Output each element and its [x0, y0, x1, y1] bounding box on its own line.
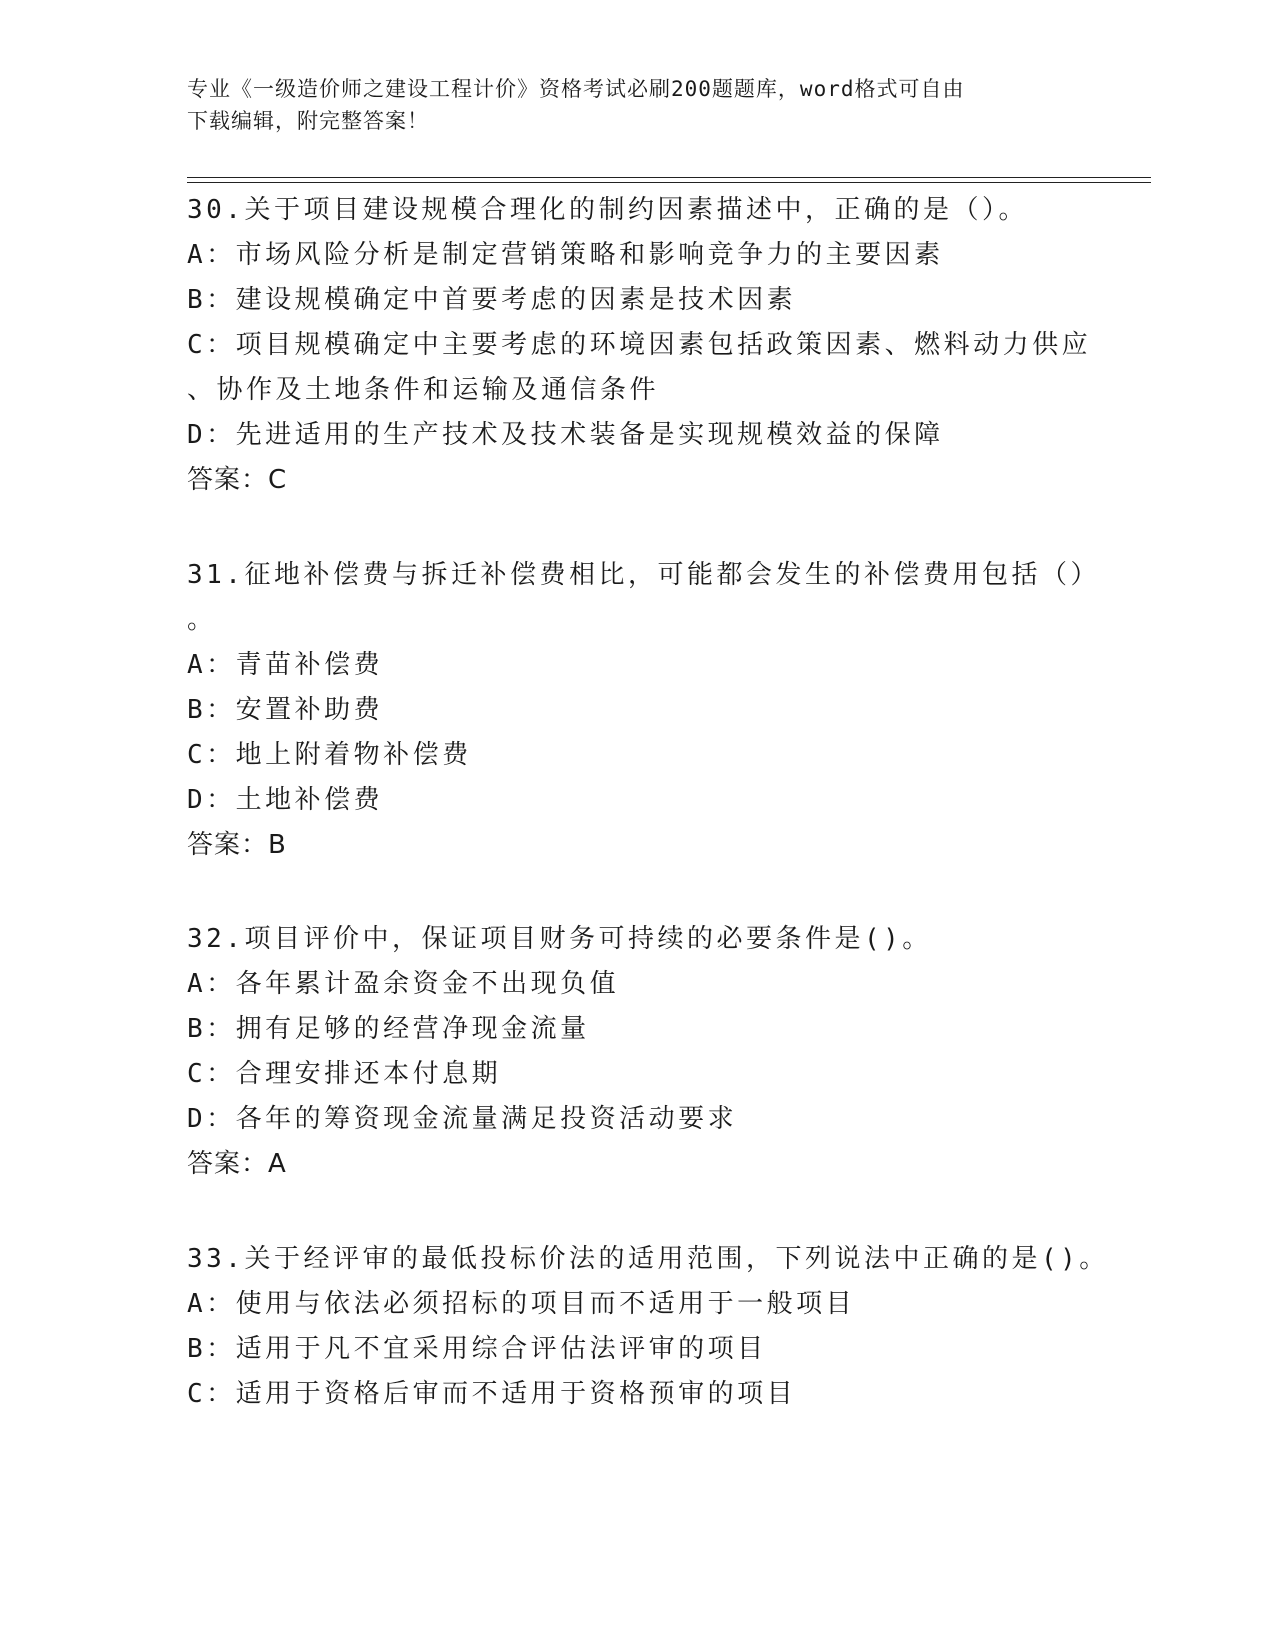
question-stem-continued: 。 [187, 605, 217, 635]
question-stem: 30.关于项目建设规模合理化的制约因素描述中，正确的是（）。 [187, 195, 1028, 225]
option-b: B：适用于凡不宜采用综合评估法评审的项目 [187, 1334, 767, 1364]
question-stem: 33.关于经评审的最低投标价法的适用范围，下列说法中正确的是()。 [187, 1244, 1109, 1274]
option-c: C：合理安排还本付息期 [187, 1059, 502, 1089]
question-30 [187, 188, 1092, 503]
header-line-2: 下载编辑，附完整答案！ [187, 109, 429, 133]
option-a: A：市场风险分析是制定营销策略和影响竞争力的主要因素 [187, 240, 944, 270]
answer: 答案：B [187, 830, 287, 860]
option-a: A：使用与依法必须招标的项目而不适用于一般项目 [187, 1289, 856, 1319]
answer: 答案：C [187, 465, 288, 495]
header-rule-top [187, 177, 1151, 178]
question-31 [187, 553, 1100, 868]
option-d: D：各年的筹资现金流量满足投资活动要求 [187, 1104, 738, 1134]
option-c: C：适用于资格后审而不适用于资格预审的项目 [187, 1379, 797, 1409]
question-33 [187, 1237, 1109, 1417]
option-a: A：青苗补偿费 [187, 650, 384, 680]
option-a: A：各年累计盈余资金不出现负值 [187, 969, 620, 999]
header-line-1: 专业《一级造价师之建设工程计价》资格考试必刷200题题库，word格式可自由 [187, 77, 965, 101]
option-c: C：地上附着物补偿费 [187, 740, 472, 770]
option-c-continued: 、协作及土地条件和运输及通信条件 [187, 375, 660, 405]
question-stem: 32.项目评价中，保证项目财务可持续的必要条件是()。 [187, 924, 932, 954]
question-32 [187, 917, 1087, 1187]
option-d: D：先进适用的生产技术及技术装备是实现规模效益的保障 [187, 420, 944, 450]
document-header [187, 73, 1087, 137]
option-d: D：土地补偿费 [187, 785, 384, 815]
option-c: C：项目规模确定中主要考虑的环境因素包括政策因素、燃料动力供应 [187, 330, 1092, 360]
question-stem: 31.征地补偿费与拆迁补偿费相比，可能都会发生的补偿费用包括（） [187, 560, 1100, 590]
option-b: B：安置补助费 [187, 695, 384, 725]
answer: 答案：A [187, 1149, 287, 1179]
option-b: B：建设规模确定中首要考虑的因素是技术因素 [187, 285, 797, 315]
option-b: B：拥有足够的经营净现金流量 [187, 1014, 590, 1044]
header-rule-bottom [187, 182, 1151, 183]
